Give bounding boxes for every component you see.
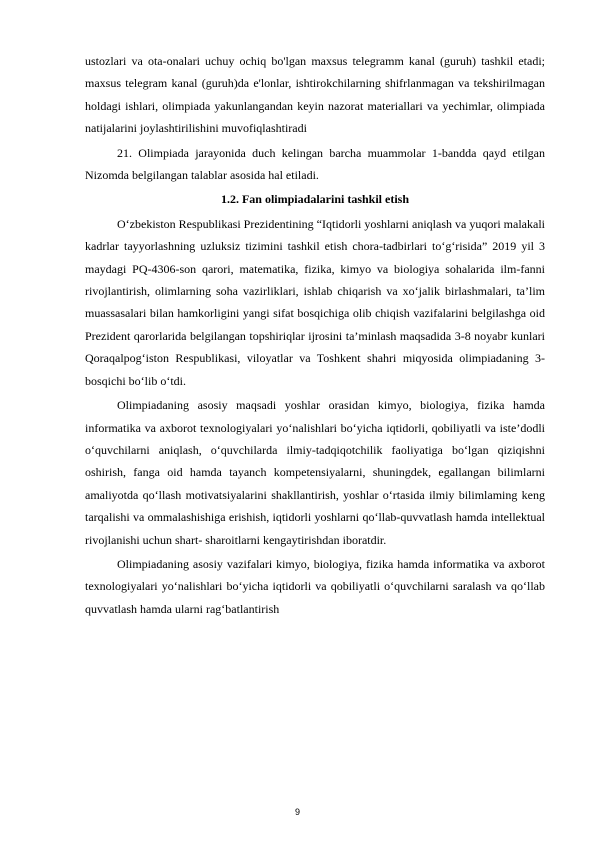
paragraph-goal: Olimpiadaning asosiy maqsadi yoshlar orasidan kimyo, biologiya, fizika hamda informatika va axborot texnologiyalari yo‘nalishlari bo‘yicha iqtidorli, qobiliyatli va iste’dodli o‘quvchilarni aniqlash, o‘quvchilarda ilmiy-tadqiqotchilik faoliyatiga bo‘lgan qiziqishni oshirish, fanga oid hamda tayanch kompetensiyalarni, shuningdek, egallangan bilimlarni amaliyotda qo‘llash motivatsiyalarini shakllantirish, yoshlar o‘rtasida ilmiy bilimlaming keng tarqalishi va ommalashishiga erishish, iqtidorli yoshlarni qo‘llab-quvvatlash hamda intellektual rivojlanishi uchun shart- sharoitlarni kengaytirishdan iboratdir. xyxy=(85,398,545,547)
paragraph-tasks: Olimpiadaning asosiy vazifalari kimyo, biologiya, fizika hamda informatika va axborot texnologiyalari yo‘nalishlari bo‘yicha iqtidorli va qobiliyatli o‘quvchilarni saralash va qo‘llab quvvatlash hamda ularni rag‘batlantirish xyxy=(85,556,545,616)
paragraph-item-21: 21. Olimpiada jarayonida duch kelingan barcha muammolar 1-bandda qayd etilgan Nizomda belgilangan talablar asosida hal etiladi. xyxy=(85,145,545,183)
document-page xyxy=(85,50,545,620)
section-heading: 1.2. Fan olimpiadalarini tashkil etish xyxy=(220,192,410,207)
paragraph-decree: O‘zbekiston Respublikasi Prezidentining “Iqtidorli yoshlarni aniqlash va yuqori malakali kadrlar tayyorlashning uzluksiz tizimini tashkil etish chora-tadbirlari to‘g‘risida” 2019 yil 3 maydagi PQ-4306-son qarori, matematika, fizika, kimyo va biologiya sohalarida ilm-fanni rivojlantirish, olimlarning soha vazirliklari, ishlab chiqarish va xo‘jalik birlashmalari, ta’lim muassasalari bilan hamkorligini yangi sifat bosqichiga olib chiqish vazifalarini belgilashga oid Prezident qarorlarida belgilangan topshiriqlar ijrosini ta’minlash maqsadida 3-8 noyabr kunlari Qoraqalpog‘iston Respublikasi, viloyatlar va Toshkent shahri miqyosida olimpiadaning 3- bosqichi bo‘lib o‘tdi. xyxy=(85,216,545,388)
page-number: 9 xyxy=(294,807,300,817)
paragraph-continuation: ustozlari va ota-onalari uchuy ochiq bo'lgan maxsus telegramm kanal (guruh) tashkil etadi; maxsus telegram kanal (guruh)da e'lonlar, ishtirokchilarning shifrlanmagan va tekshirilmagan holdagi ishlari, olimpiada yakunlangandan keyin nazorat materiallari va yechimlar, olimpiada natijalarini joylashtirilishini muvofiqlashtiradi xyxy=(85,54,545,136)
